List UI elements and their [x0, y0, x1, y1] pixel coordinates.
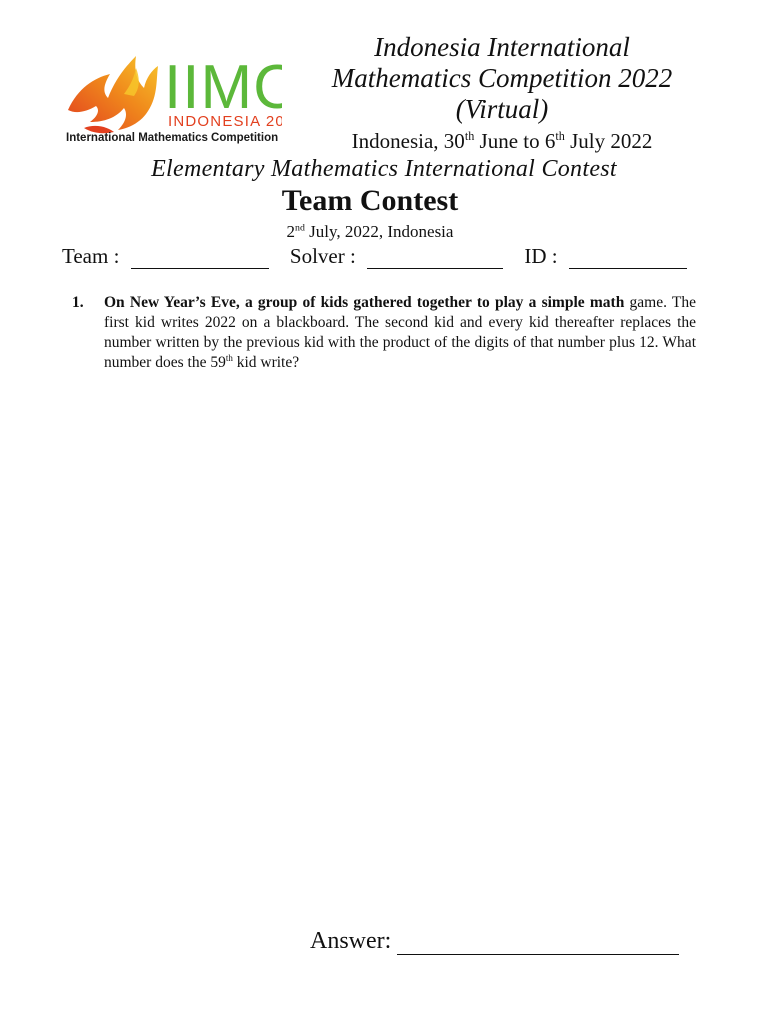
id-field[interactable]	[569, 242, 687, 269]
title-line-1: Indonesia International	[374, 32, 630, 62]
problem-number: 1.	[72, 294, 84, 311]
contest-date: 2nd July, 2022, Indonesia	[286, 222, 454, 241]
answer-label: Answer:	[310, 928, 392, 954]
competition-dates: Indonesia, 30th June to 6th July 2022	[351, 129, 653, 153]
team-label: Team :	[62, 244, 120, 268]
answer-line	[310, 924, 679, 955]
team-field[interactable]	[131, 242, 269, 269]
logo-letters: IIMC	[164, 53, 282, 122]
title-line-2: Mathematics Competition 2022	[331, 63, 673, 93]
contest-type: Team Contest	[281, 184, 459, 217]
problem-text: On New Year’s Eve, a group of kids gathered together to play a simple math game. The first kid writes 2022 on a blackboard. The second kid and every kid thereafter replaces the number written by the previous kid with the product of the digits of that number plus 12. What number does the 59th kid write?	[104, 294, 696, 371]
solver-label: Solver :	[289, 244, 356, 268]
logo-subtitle: INDONESIA 20	[168, 113, 282, 130]
participant-fields	[62, 242, 687, 269]
problem-1	[72, 293, 696, 373]
logo-caption: International Mathematics Competition	[66, 132, 279, 144]
contest-name: Elementary Mathematics International Contest	[151, 156, 617, 182]
competition-title	[292, 32, 712, 154]
id-label: ID :	[524, 244, 558, 268]
solver-field[interactable]	[367, 242, 503, 269]
title-line-3: (Virtual)	[455, 94, 549, 124]
answer-field[interactable]	[397, 924, 679, 955]
